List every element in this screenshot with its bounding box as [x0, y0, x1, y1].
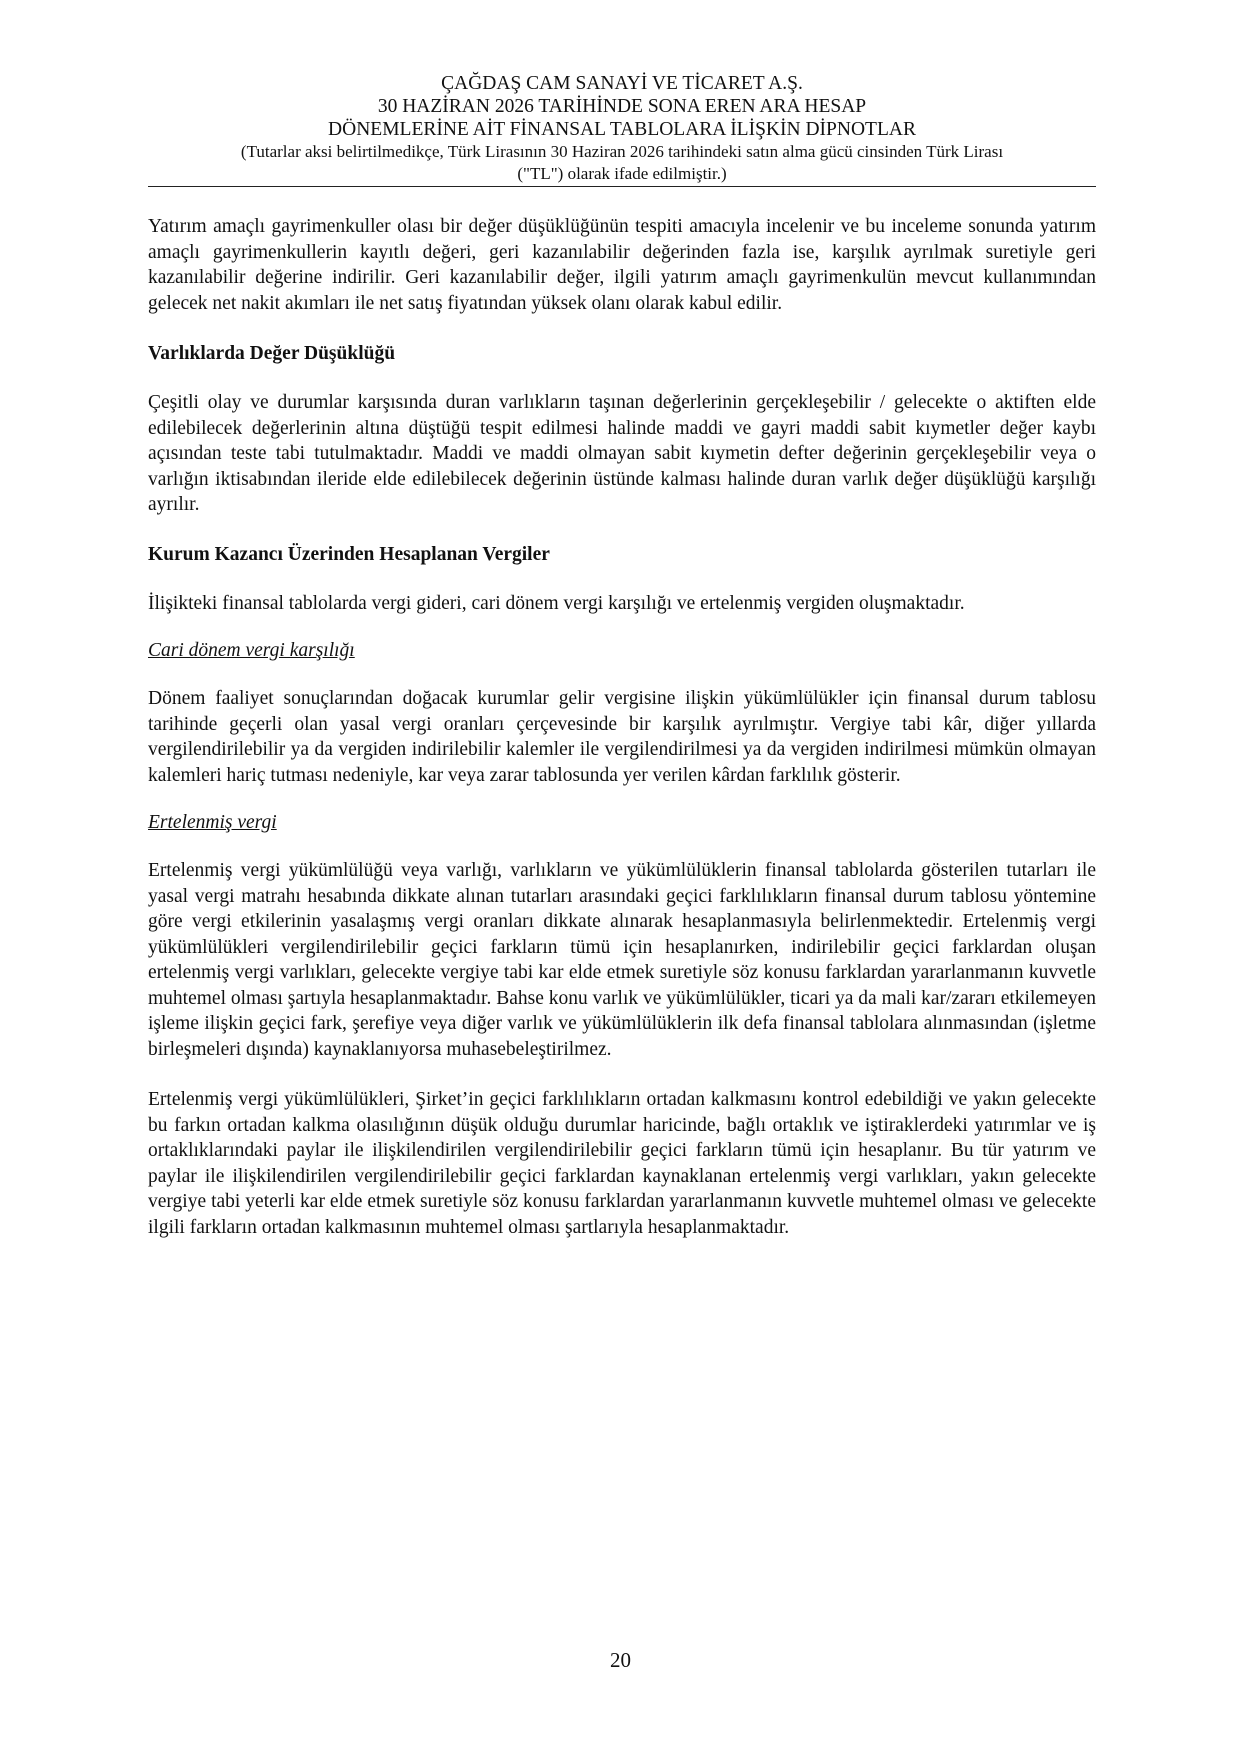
- impairment-paragraph: Çeşitli olay ve durumlar karşısında duran varlıkların taşınan değerlerinin gerçekleşebilir / gelecekte o aktiften elde edilebilecek değerlerinin altına düştüğü tespit edilmesi halinde maddi ve gayri maddi sabit kıymetler değer kaybı açısından teste tabi tutulmaktadır. Maddi ve maddi olmayan sabit kıymetin defter değerinin gerçekleşebilir veya o varlığın iktisabından ileride elde edilebilecek değerinin üstünde kalması halinde duran varlık değer düşüklüğü karşılığı ayrılır.: [148, 392, 1096, 515]
- deferred-tax-paragraph-2: Ertelenmiş vergi yükümlülükleri, Şirket’in geçici farklılıkların ortadan kalkmasını kontrol edebildiği ve yakın gelecekte bu farkın ortadan kalkma olasılığının düşük olduğu durumlar haricinde, bağlı ortaklık ve iştiraklerdeki yatırımlar ve iş ortaklıklarındaki paylar ile ilişkilendirilen vergilendirilebilir geçici farkların tümü için hesaplanır. Bu tür yatırım ve paylar ile ilişkilendirilen vergilendirilebilir geçici farklardan kaynaklanan ertelenmiş vergi varlıkları, yakın gelecekte vergiye tabi yeterli kar elde etmek suretiyle söz konusu farklardan yararlanmanın kuvvetle muhtemel olması ve gelecekte ilgili farkların ortadan kalkmasının muhtemel olması şartlarıyla hesaplanmaktadır.: [148, 1089, 1096, 1238]
- page-number: 20: [610, 1648, 631, 1672]
- tax-expense-paragraph: İlişikteki finansal tablolarda vergi gideri, cari dönem vergi karşılığı ve ertelenmiş vergiden oluşmaktadır.: [148, 592, 965, 614]
- section-heading-corporate-tax: Kurum Kazancı Üzerinden Hesaplanan Vergiler: [148, 543, 550, 565]
- subsection-heading-deferred-tax: Ertelenmiş vergi: [148, 812, 277, 833]
- subsection-heading-current-tax: Cari dönem vergi karşılığı: [148, 640, 355, 661]
- currency-note-line2: ("TL") olarak ifade edilmiştir.): [517, 163, 727, 183]
- company-name: ÇAĞDAŞ CAM SANAYİ VE TİCARET A.Ş.: [441, 73, 803, 94]
- report-subject-title: DÖNEMLERİNE AİT FİNANSAL TABLOLARA İLİŞKİN DİPNOTLAR: [328, 119, 916, 140]
- document-page: [148, 72, 1096, 1240]
- header-divider: [148, 186, 1096, 187]
- current-tax-paragraph: Dönem faaliyet sonuçlarından doğacak kurumlar gelir vergisine ilişkin yükümlülükler için finansal durum tablosu tarihinde geçerli olan yasal vergi oranları çerçevesinde bir karşılık ayrılmıştır. Vergiye tabi kâr, diğer yıllarda vergilendirilebilir ya da vergiden indirilebilir kalemler ile vergilendirilmesi ya da vergiden indirilmesi mümkün olmayan kalemleri hariç tutması nedeniyle, kar veya zarar tablosunda yer verilen kârdan farklılık gösterir.: [148, 688, 1096, 786]
- currency-note-line1: (Tutarlar aksi belirtilmedikçe, Türk Lirasının 30 Haziran 2026 tarihindeki satın alma gücü cinsinden Türk Lirası: [240, 142, 1004, 161]
- report-period-title: 30 HAZİRAN 2026 TARİHİNDE SONA EREN ARA HESAP: [377, 96, 867, 117]
- deferred-tax-paragraph-1: Ertelenmiş vergi yükümlülüğü veya varlığı, varlıkların ve yükümlülüklerin finansal tablolarda gösterilen tutarları ile yasal vergi matrahı hesabında dikkate alınan tutarları arasındaki geçici farklılıkların finansal durum tablosu yöntemine göre vergi etkilerinin yasalaşmış vergi oranları dikkate alınarak hesaplanmasıyla belirlenmektedir. Ertelenmiş vergi yükümlülükleri vergilendirilebilir geçici farkların tümü için hesaplanırken, indirilebilir geçici farklardan oluşan ertelenmiş vergi varlıkları, gelecekte vergiye tabi kar elde etmek suretiyle söz konusu farklardan yararlanmanın kuvvetle muhtemel olması şartıyla hesaplanmaktadır. Bahse konu varlık ve yükümlülükler, ticari ya da mali kar/zararı etkilemeyen işleme ilişkin geçici fark, şerefiye veya diğer varlık ve yükümlülüklerin ilk defa finansal tablolara alınmasından (işletme birleşmeleri dışında) kaynaklanıyorsa muhasebeleştirilmez.: [148, 860, 1096, 1060]
- investment-property-paragraph: Yatırım amaçlı gayrimenkuller olası bir değer düşüklüğünün tespiti amacıyla incelenir ve bu inceleme sonunda yatırım amaçlı gayrimenkullerin kayıtlı değeri, geri kazanılabilir değerinden fazla ise, karşılık ayrılmak suretiyle geri kazanılabilir değerine indirilir. Geri kazanılabilir değer, ilgili yatırım amaçlı gayrimenkulün mevcut kullanımından gelecek net nakit akımları ile net satış fiyatından yüksek olanı olarak kabul edilir.: [148, 216, 1096, 314]
- document-header: [148, 72, 1096, 184]
- section-heading-impairment: Varlıklarda Değer Düşüklüğü: [148, 343, 396, 364]
